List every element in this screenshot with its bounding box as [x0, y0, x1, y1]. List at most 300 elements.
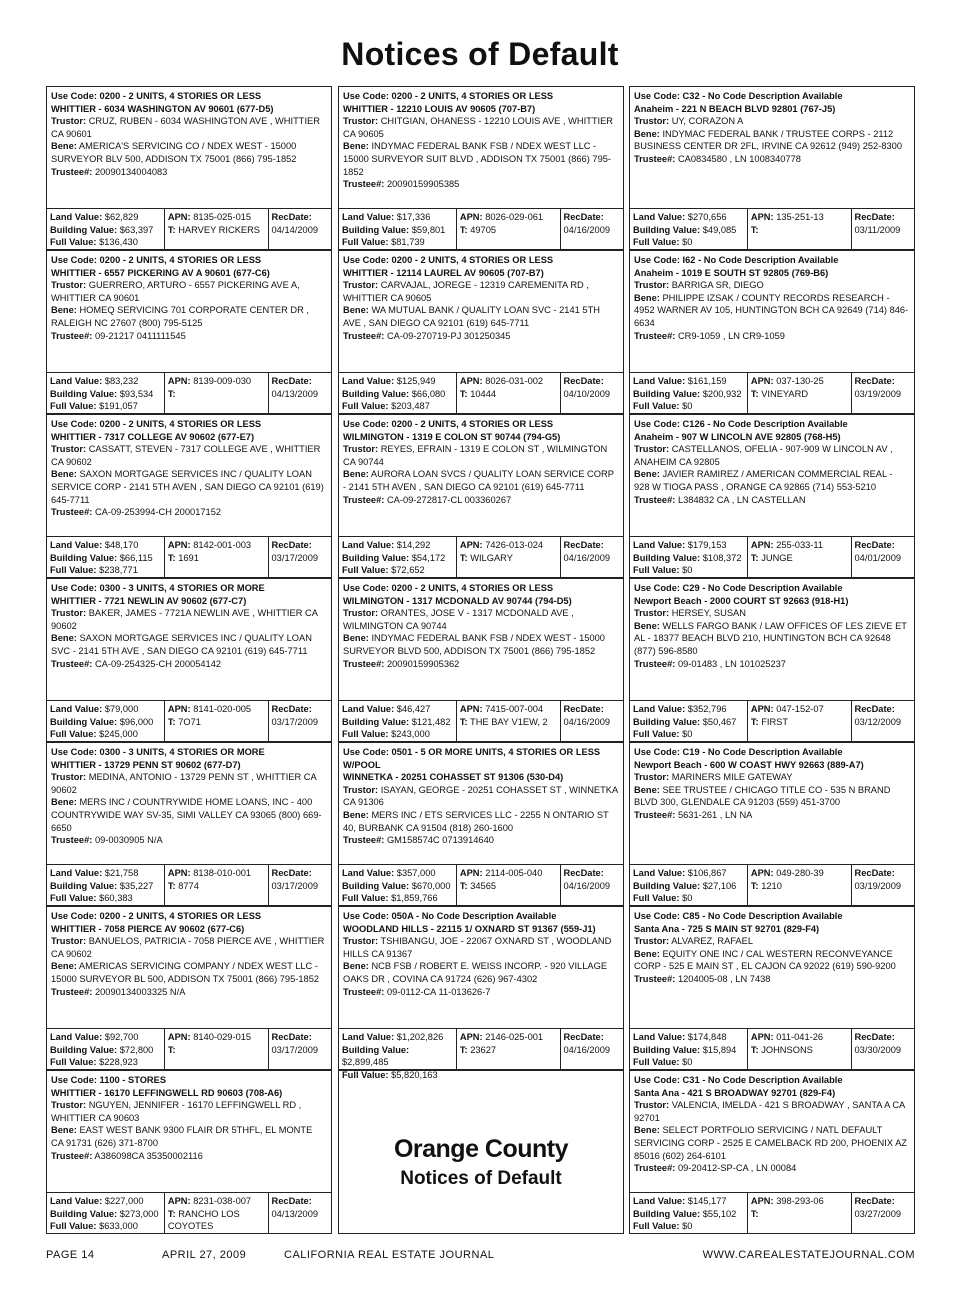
- property-address: [634, 1087, 910, 1100]
- trustor-label: Trustor:: [634, 936, 670, 947]
- use-code-text: Use Code: C19 - No Code Description Available: [634, 747, 843, 757]
- beneficiary-value: SAXON MORTGAGE SERVICES INC / QUALITY LOAN SVC - 2141 5TH AVE , SAN DIEGO CA 92101 (619) 645-7711: [51, 633, 312, 656]
- values-cell: [47, 537, 165, 577]
- apn-cell: [165, 209, 269, 249]
- apn-value: 037-130-25: [776, 376, 824, 386]
- apn-label: APN:: [459, 540, 483, 550]
- recdate-label-text: RecDate:: [854, 868, 895, 878]
- property-address-text: Santa Ana - 725 S MAIN ST 92701 (829-F4): [634, 923, 820, 934]
- apn-value: 2146-025-001: [485, 1032, 544, 1042]
- beneficiary-label: Bene:: [343, 305, 369, 316]
- beneficiary-label: Bene:: [343, 961, 369, 972]
- beneficiary-label: Bene:: [634, 948, 660, 959]
- property-address-text: WHITTIER - 13729 PENN ST 90602 (677-D7): [51, 759, 241, 770]
- tract-label: T:: [750, 224, 759, 235]
- apn-label: APN:: [750, 1032, 774, 1042]
- trustee-number-label: Trustee#:: [634, 973, 676, 984]
- trustor-label: Trustor:: [634, 1100, 670, 1111]
- use-code-text: Use Code: C29 - No Code Description Available: [634, 583, 843, 593]
- trustee-number-value: 20090134003325 N/A: [94, 986, 186, 997]
- building-value: [50, 1208, 161, 1221]
- apn-value: 8026-031-002: [485, 376, 544, 386]
- trustor-value: BARRIGA SR, DIEGO: [671, 280, 764, 291]
- trustor: [634, 771, 910, 784]
- notice-entry: [46, 250, 332, 414]
- trustee-number: [51, 834, 327, 847]
- full-value: [342, 892, 453, 905]
- apn-cell: [165, 1193, 269, 1233]
- full-value: [50, 1056, 161, 1069]
- trustor-label: Trustor:: [51, 280, 87, 291]
- recdate-label: [855, 211, 911, 224]
- building-value-label: Building Value:: [633, 1044, 701, 1055]
- trustee-number-label: Trustee#:: [343, 494, 385, 505]
- apn-cell: [457, 701, 561, 741]
- trustor: [634, 443, 910, 468]
- full-value: [342, 236, 453, 249]
- notice-entry: [46, 742, 332, 906]
- values-row: [46, 700, 332, 742]
- trustee-number-label: Trustee#:: [343, 986, 385, 997]
- building-value: [633, 716, 744, 729]
- property-address: [634, 923, 910, 936]
- use-code: [634, 910, 910, 923]
- trustee-number-value: 1204005-08 , LN 7438: [677, 973, 771, 984]
- beneficiary-value: HOMEQ SERVICING 701 CORPORATE CENTER DR , RALEIGH NC 27607 (800) 795-5125: [51, 305, 309, 328]
- beneficiary: [343, 960, 619, 985]
- trustor-label: Trustor:: [51, 772, 87, 783]
- recdate-label-text: RecDate:: [271, 868, 312, 878]
- trustor-value: NGUYEN, JENNIFER - 16170 LEFFINGWELL RD , WHITTIER CA 90603: [51, 1100, 302, 1123]
- land-value-value: $174,848: [687, 1032, 727, 1042]
- property-address: [343, 923, 619, 936]
- orange-county-subtitle: Notices of Default: [400, 1167, 562, 1189]
- full-value-value: $0: [682, 1057, 693, 1068]
- land-value: [50, 1195, 161, 1208]
- apn: [751, 539, 848, 552]
- recdate-label: [855, 867, 911, 880]
- notice-entry: [629, 250, 915, 414]
- land-value-label: Land Value:: [633, 704, 686, 714]
- recdate-cell: [269, 1193, 331, 1233]
- values-row: [338, 864, 624, 906]
- trustor-value: ORANTES, JOSE V - 1317 MCDONALD AVE , WILMINGTON CA 90744: [343, 608, 574, 631]
- beneficiary-value: MERS INC / ETS SERVICES LLC - 2255 N ONTARIO ST 40, BURBANK CA 91504 (818) 260-1600: [343, 809, 609, 833]
- trustee-number-label: Trustee#:: [51, 166, 93, 177]
- building-value-value: $15,894: [702, 1044, 737, 1055]
- land-value-label: Land Value:: [633, 1196, 686, 1206]
- property-address: [51, 759, 327, 772]
- page-number: PAGE 14: [46, 1249, 95, 1261]
- tract-value: 49705: [470, 224, 497, 235]
- use-code-text: Use Code: 0200 - 2 UNITS, 4 STORIES OR LESS: [343, 91, 554, 101]
- building-value-label: Building Value:: [50, 1044, 118, 1055]
- use-code-text: Use Code: 050A - No Code Description Available: [343, 911, 557, 921]
- building-value-value: $59,801: [411, 224, 446, 235]
- notice-text: [46, 1070, 332, 1192]
- property-address-text: Newport Beach - 2000 COURT ST 92663 (918-H1): [634, 595, 849, 606]
- trustor-label: Trustor:: [634, 280, 670, 291]
- building-value-value: $27,106: [702, 880, 737, 891]
- recdate-label: [272, 539, 328, 552]
- recdate-value: 04/16/2009: [563, 1044, 611, 1055]
- recdate-cell: [852, 209, 914, 249]
- tract-value: 34565: [470, 880, 497, 891]
- building-value-label: Building Value:: [633, 1208, 701, 1219]
- beneficiary: [634, 1124, 910, 1162]
- trustor: [343, 115, 619, 140]
- beneficiary-label: Bene:: [634, 469, 660, 480]
- apn-value: 8142-001-003: [193, 540, 252, 550]
- apn-value: 7426-013-024: [485, 540, 544, 550]
- trustor-value: TSHIBANGU, JOE - 22067 OXNARD ST , WOODLAND HILLS CA 91367: [343, 936, 612, 959]
- full-value: [633, 1056, 744, 1069]
- building-value-value: $273,000: [119, 1208, 159, 1219]
- land-value: [342, 867, 453, 880]
- tract-label: T:: [459, 716, 468, 727]
- beneficiary-label: Bene:: [634, 784, 660, 795]
- trustor: [343, 607, 619, 632]
- notice-text: [629, 86, 915, 208]
- tract-label: T:: [750, 716, 759, 727]
- full-value-label: Full Value:: [50, 1057, 97, 1068]
- beneficiary-value: AMERICAS SERVICING COMPANY / NDEX WEST LLC - 15000 SURVEYOR BL 500, ADDISON TX 75001 (866) 795-1852: [51, 961, 320, 984]
- full-value-value: $72,652: [391, 565, 425, 576]
- recdate-value: 03/27/2009: [854, 1208, 902, 1219]
- journal-website: WWW.CAREALESTATEJOURNAL.COM: [702, 1249, 915, 1261]
- apn: [460, 539, 557, 552]
- apn-cell: [457, 865, 561, 905]
- use-code-text: Use Code: I62 - No Code Description Available: [634, 255, 839, 265]
- notice-text: [629, 1070, 915, 1192]
- use-code-text: Use Code: 0200 - 2 UNITS, 4 STORIES OR LESS: [343, 419, 554, 429]
- beneficiary: [343, 632, 619, 657]
- beneficiary: [634, 468, 910, 493]
- use-code-text: Use Code: C31 - No Code Description Available: [634, 1075, 843, 1085]
- recdate-value: 03/17/2009: [271, 880, 319, 891]
- recdate-cell: [852, 1193, 914, 1233]
- tract-label: T:: [750, 1208, 759, 1219]
- land-value: [633, 703, 744, 716]
- trustee-number: [634, 658, 910, 671]
- recdate-label-text: RecDate:: [854, 1196, 895, 1206]
- full-value-label: Full Value:: [342, 237, 389, 248]
- values-row: [338, 208, 624, 250]
- tract-label: T:: [459, 1044, 468, 1055]
- tract-value: 1691: [178, 552, 199, 563]
- land-value-label: Land Value:: [50, 540, 103, 550]
- land-value-label: Land Value:: [50, 1196, 103, 1206]
- recdate-label-text: RecDate:: [854, 212, 895, 222]
- beneficiary-label: Bene:: [51, 141, 77, 152]
- apn-value: 8026-029-061: [485, 212, 544, 222]
- property-address-text: Santa Ana - 421 S BROADWAY 92701 (829-F4): [634, 1087, 836, 1098]
- recdate-value: 04/13/2009: [271, 1208, 319, 1219]
- trustee-number: [51, 506, 327, 519]
- apn-cell: [748, 537, 852, 577]
- tract-value: VINEYARD: [761, 388, 809, 399]
- trustor: [343, 279, 619, 304]
- recdate-label: [272, 375, 328, 388]
- notice-text: [46, 414, 332, 536]
- trustor-label: Trustor:: [343, 936, 379, 947]
- full-value-value: $0: [682, 565, 693, 576]
- notice-entry: [46, 1070, 332, 1234]
- trustor-value: MEDINA, ANTONIO - 13729 PENN ST , WHITTIER CA 90602: [51, 772, 317, 795]
- tract-label: T:: [167, 388, 176, 399]
- recdate-label-text: RecDate:: [563, 540, 604, 550]
- values-cell: [47, 701, 165, 741]
- recdate-label: [855, 375, 911, 388]
- use-code-text: Use Code: C32 - No Code Description Available: [634, 91, 843, 101]
- beneficiary-value: SEE TRUSTEE / CHICAGO TITLE CO - 535 N BRAND BLVD 300, GLENDALE CA 91203 (559) 451-3700: [634, 784, 891, 808]
- apn-value: 047-152-07: [776, 704, 824, 714]
- full-value-value: $203,487: [391, 401, 430, 412]
- land-value: [633, 867, 744, 880]
- notice-entry: [629, 414, 915, 578]
- building-value: [50, 1044, 161, 1057]
- apn-label: APN:: [167, 212, 191, 222]
- recdate-label-text: RecDate:: [271, 376, 312, 386]
- recdate-label-text: RecDate:: [271, 540, 312, 550]
- tract: [751, 1208, 848, 1221]
- apn-label: APN:: [167, 1196, 191, 1206]
- property-address: [343, 103, 619, 116]
- values-row: [338, 372, 624, 414]
- recdate-cell: [269, 701, 331, 741]
- recdate-cell: [269, 373, 331, 413]
- beneficiary-value: WELLS FARGO BANK / LAW OFFICES OF LES ZIEVE ET AL - 18377 BEACH BLVD 210, HUNTINGTON BCH CA 92648 (877) 596-8580: [634, 620, 907, 656]
- orange-county-title: Orange County: [393, 1134, 569, 1163]
- building-value-label: Building Value:: [50, 716, 118, 727]
- recdate-label: [564, 375, 620, 388]
- recdate-value: 03/19/2009: [854, 388, 902, 399]
- use-code: [343, 418, 619, 431]
- full-value-value: $245,000: [99, 729, 138, 740]
- property-address-text: WOODLAND HILLS - 22115 1/ OXNARD ST 91367 (559-J1): [343, 923, 596, 934]
- use-code-text: Use Code: 0200 - 2 UNITS, 4 STORIES OR LESS: [51, 419, 262, 429]
- tract: [460, 880, 557, 893]
- recdate-cell: [269, 209, 331, 249]
- trustor: [51, 443, 327, 468]
- building-value: [50, 224, 161, 237]
- values-cell: [630, 865, 748, 905]
- trustee-number-value: CA0834580 , LN 1008340778: [677, 153, 801, 164]
- property-address: [634, 595, 910, 608]
- use-code: [634, 1074, 910, 1087]
- beneficiary-value: INDYMAC FEDERAL BANK / TRUSTEE CORPS - 2112 BUSINESS CENTER DR 2FL, IRVINE CA 92612 (949) 252-8300: [634, 128, 903, 152]
- full-value-value: $228,923: [99, 1057, 138, 1068]
- apn: [168, 539, 265, 552]
- notice-entry: [338, 906, 624, 1080]
- building-value-label: Building Value:: [633, 224, 701, 235]
- recdate-label-text: RecDate:: [271, 704, 312, 714]
- recdate-cell: [561, 865, 623, 905]
- tract-value: JOHNSONS: [761, 1044, 813, 1055]
- tract-label: T:: [459, 552, 468, 563]
- apn: [168, 375, 265, 388]
- land-value: [50, 1031, 161, 1044]
- use-code: [51, 746, 327, 759]
- building-value-label: Building Value:: [50, 224, 118, 235]
- apn-label: APN:: [750, 376, 774, 386]
- trustor-label: Trustor:: [51, 608, 87, 619]
- trustee-number: [634, 330, 910, 343]
- trustee-number-value: 09-21217 0411111545: [94, 330, 186, 341]
- full-value: [50, 728, 161, 741]
- land-value-label: Land Value:: [50, 376, 103, 386]
- building-value-label: Building Value:: [342, 224, 410, 235]
- trustor-label: Trustor:: [634, 444, 670, 455]
- recdate-label-text: RecDate:: [563, 376, 604, 386]
- trustor-value: CRUZ, RUBEN - 6034 WASHINGTON AVE , WHITTIER CA 90601: [51, 116, 320, 139]
- tract: [751, 716, 848, 729]
- notices-column-1: [46, 86, 332, 1234]
- trustee-number-value: 09-20412-SP-CA , LN 00084: [677, 1163, 797, 1174]
- use-code-text: Use Code: 0200 - 2 UNITS, 4 STORIES OR LESS: [343, 583, 554, 593]
- use-code-text: Use Code: C85 - No Code Description Available: [634, 911, 843, 921]
- trustor-label: Trustor:: [51, 936, 87, 947]
- land-value: [633, 211, 744, 224]
- tract-value: JUNGE: [761, 552, 793, 563]
- building-value: [633, 1208, 744, 1221]
- property-address: [634, 267, 910, 280]
- values-row: [629, 372, 915, 414]
- trustor-value: BANUELOS, PATRICIA - 7058 PIERCE AVE , WHITTIER CA 90602: [51, 936, 325, 959]
- beneficiary-value: NCB FSB / ROBERT E. WEISS INCORP. - 920 VILLAGE OAKS DR , COVINA CA 91724 (626) 967-4302: [343, 961, 608, 984]
- apn-cell: [748, 1193, 852, 1233]
- beneficiary-value: WA MUTUAL BANK / QUALITY LOAN SVC - 2141 5TH AVE , SAN DIEGO CA 92101 (619) 645-7711: [343, 305, 600, 328]
- tract: [168, 1044, 265, 1057]
- use-code: [51, 582, 327, 595]
- notice-entry: [46, 578, 332, 742]
- full-value: [342, 728, 453, 741]
- full-value-label: Full Value:: [50, 1221, 97, 1232]
- land-value-label: Land Value:: [50, 1032, 103, 1042]
- trustee-number-value: A386098CA 35350002116: [94, 1150, 203, 1161]
- values-row: [629, 700, 915, 742]
- use-code-text: Use Code: 0200 - 2 UNITS, 4 STORIES OR LESS: [51, 91, 262, 101]
- notice-text: [629, 250, 915, 372]
- full-value-value: $5,820,163: [391, 1069, 438, 1080]
- recdate-label-text: RecDate:: [854, 704, 895, 714]
- beneficiary: [51, 304, 327, 329]
- apn-value: 8140-029-015: [193, 1032, 252, 1042]
- use-code-text: Use Code: 0300 - 3 UNITS, 4 STORIES OR MORE: [51, 747, 265, 757]
- property-address-text: WHITTIER - 7317 COLLEGE AV 90602 (677-E7): [51, 431, 255, 442]
- land-value-value: $179,153: [687, 540, 727, 550]
- land-value-value: $17,336: [396, 212, 431, 222]
- trustee-number-label: Trustee#:: [634, 330, 676, 341]
- land-value-value: $79,000: [104, 704, 139, 714]
- full-value: [50, 1220, 161, 1233]
- trustor: [343, 935, 619, 960]
- notice-text: [46, 86, 332, 208]
- beneficiary: [634, 128, 910, 153]
- trustee-number-label: Trustee#:: [51, 330, 93, 341]
- land-value-label: Land Value:: [342, 212, 395, 222]
- full-value-label: Full Value:: [50, 565, 97, 576]
- building-value: [342, 716, 453, 729]
- trustee-number-value: CA-09-253994-CH 200017152: [94, 507, 222, 518]
- recdate-label-text: RecDate:: [271, 1196, 312, 1206]
- apn-value: 8138-010-001: [193, 868, 252, 878]
- recdate-label: [272, 1195, 328, 1208]
- apn-cell: [165, 865, 269, 905]
- trustee-number-value: L384832 CA , LN CASTELLAN: [677, 494, 806, 505]
- building-value: [342, 1044, 453, 1069]
- full-value: [50, 892, 161, 905]
- beneficiary-label: Bene:: [343, 469, 369, 480]
- land-value-value: $46,427: [396, 704, 431, 714]
- recdate-label-text: RecDate:: [563, 868, 604, 878]
- recdate-value: 04/16/2009: [563, 552, 611, 563]
- notice-text: [629, 906, 915, 1028]
- apn-value: 255-033-11: [776, 540, 824, 550]
- tract-value: RANCHO LOS COYOTES: [167, 1208, 240, 1232]
- apn: [460, 375, 557, 388]
- property-address: [51, 267, 327, 280]
- values-cell: [47, 1029, 165, 1069]
- property-address: [343, 431, 619, 444]
- recdate-value: 04/01/2009: [854, 552, 902, 563]
- tract-label: T:: [750, 1044, 759, 1055]
- use-code: [343, 910, 619, 923]
- tract-value: 8774: [178, 880, 199, 891]
- notice-text: [46, 906, 332, 1028]
- apn-label: APN:: [750, 868, 774, 878]
- trustor-value: CHITGIAN, OHANESS - 12210 LOUIS AVE , WHITTIER CA 90605: [343, 116, 614, 139]
- beneficiary-value: EQUITY ONE INC / CAL WESTERN RECONVEYANCE CORP - 525 E MAIN ST , EL CAJON CA 92022 (619) 590-9200: [634, 948, 896, 972]
- apn-value: 135-251-13: [776, 212, 824, 222]
- full-value: [50, 400, 161, 413]
- full-value-value: $243,000: [391, 729, 430, 740]
- trustor: [634, 115, 910, 128]
- recdate-label-text: RecDate:: [271, 212, 312, 222]
- apn-cell: [457, 209, 561, 249]
- property-address-text: WHITTIER - 12114 LAUREL AV 90605 (707-B7): [343, 267, 544, 278]
- apn-label: APN:: [750, 1196, 774, 1206]
- use-code-text: Use Code: 0501 - 5 OR MORE UNITS, 4 STORIES OR LESS W/POOL: [343, 747, 601, 770]
- values-cell: [47, 209, 165, 249]
- trustee-number-label: Trustee#:: [51, 1150, 93, 1161]
- recdate-label: [564, 867, 620, 880]
- trustor: [51, 115, 327, 140]
- building-value-label: Building Value:: [342, 552, 410, 563]
- property-address-text: WHITTIER - 16170 LEFFINGWELL RD 90603 (708-A6): [51, 1087, 283, 1098]
- property-address: [343, 771, 619, 784]
- apn-label: APN:: [750, 212, 774, 222]
- recdate-label-text: RecDate:: [563, 704, 604, 714]
- trustor-label: Trustor:: [343, 280, 379, 291]
- tract: [751, 552, 848, 565]
- apn-label: APN:: [167, 868, 191, 878]
- notice-entry: [338, 86, 624, 250]
- recdate-label: [272, 1031, 328, 1044]
- use-code: [634, 90, 910, 103]
- full-value: [342, 1069, 453, 1082]
- trustee-number-label: Trustee#:: [634, 658, 676, 669]
- full-value-label: Full Value:: [342, 893, 389, 904]
- recdate-cell: [852, 701, 914, 741]
- trustor-label: Trustor:: [634, 608, 670, 619]
- recdate-label: [855, 539, 911, 552]
- beneficiary-value: INDYMAC FEDERAL BANK FSB / NDEX WEST LLC - 15000 SURVEYOR SUIT BLVD , ADDISON TX 75001 (866) 795-1852: [343, 141, 612, 177]
- full-value-label: Full Value:: [633, 729, 680, 740]
- notice-entry: [629, 578, 915, 742]
- trustee-number: [634, 153, 910, 166]
- land-value: [342, 375, 453, 388]
